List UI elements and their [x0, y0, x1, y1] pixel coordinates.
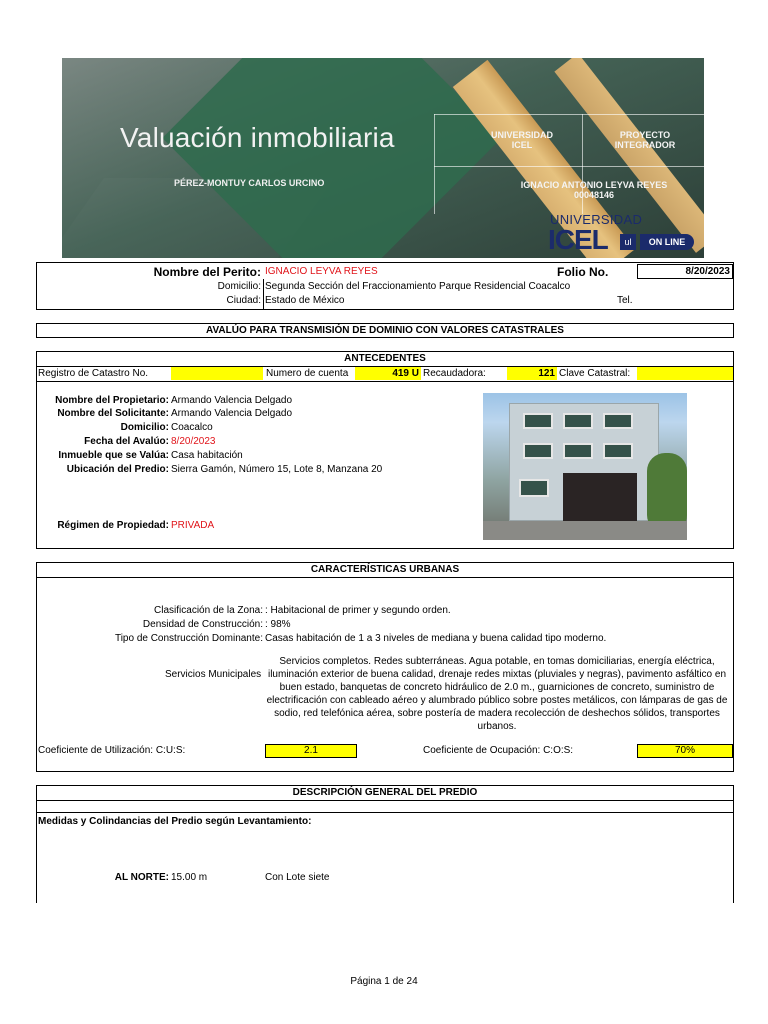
folio-label: Folio No. [557, 265, 609, 279]
student-id: 00048146 [573, 190, 615, 200]
page-number: Página 1 de 24 [350, 976, 418, 987]
medidas-label: Medidas y Colindancias del Predio según Levantamiento: [38, 816, 312, 827]
window [603, 413, 633, 429]
ciudad-value: Estado de México [265, 295, 345, 306]
avaluo-title: AVALÚO PARA TRANSMISIÓN DE DOMINIO CON VALORES CATASTRALES [206, 325, 564, 336]
divider [37, 381, 733, 382]
divider [37, 800, 733, 801]
cus-field [265, 744, 357, 758]
recaudadora-value: 121 [538, 368, 555, 379]
avaluo-title-box [36, 323, 734, 338]
fecha-label: Fecha del Avalúo: [84, 436, 169, 447]
norte-colindancia: Con Lote siete [265, 872, 330, 883]
banner-title: Valuación inmobiliaria [120, 122, 395, 153]
domicilio-value: Segunda Sección del Fraccionamiento Parque Residencial Coacalco [265, 281, 571, 292]
cus-value: 2.1 [304, 745, 318, 756]
recaudadora-label: Recaudadora: [423, 368, 486, 379]
garage-door [563, 473, 637, 525]
logo-ul-badge: ul [620, 234, 636, 250]
cuenta-value: 419 U [392, 368, 419, 379]
servicios-label: Servicios Municipales [165, 669, 262, 680]
antecedentes-title: ANTECEDENTES [344, 353, 426, 364]
banner-student [494, 180, 694, 200]
urbanas-title: CARACTERÍSTICAS URBANAS [310, 564, 460, 575]
solicitante-label: Nombre del Solicitante: [57, 408, 169, 419]
fecha-value: 8/20/2023 [171, 436, 216, 447]
inmueble-label: Inmueble que se Valúa: [58, 450, 169, 461]
banner-divider [434, 166, 704, 167]
propietario-label: Nombre del Propietario: [55, 395, 169, 406]
banner-university: UNIVERSIDAD ICEL [490, 130, 553, 150]
tel-label: Tel. [617, 295, 633, 306]
logo-icel-text: ICEL [548, 224, 608, 255]
tipo-value: Casas habitación de 1 a 3 niveles de mediana y buena calidad tipo moderno. [265, 633, 607, 644]
banner-divider [434, 114, 435, 214]
window [523, 443, 553, 459]
densidad-value: : 98% [265, 619, 291, 630]
cos-value: 70% [674, 745, 695, 756]
banner-author: PÉREZ-MONTUY CARLOS URCINO [174, 178, 325, 188]
registro-field [171, 367, 263, 380]
regimen-value: PRIVADA [171, 520, 215, 531]
registro-label: Registro de Catastro No. [38, 368, 149, 379]
perito-label: Nombre del Perito: [153, 265, 261, 279]
domicilio-label: Domicilio: [120, 422, 169, 433]
cuenta-label: Numero de cuenta [266, 368, 349, 379]
perito-value: IGNACIO LEYVA REYES [265, 266, 378, 277]
banner-project: PROYECTO INTEGRADOR [614, 130, 676, 150]
logo-university-text: UNIVERSIDAD [550, 212, 643, 227]
norte-label: AL NORTE: [114, 872, 169, 883]
logo-online-badge: ON LINE [640, 234, 694, 250]
window [523, 413, 553, 429]
window [519, 479, 549, 497]
solicitante-value: Armando Valencia Delgado [171, 408, 293, 419]
densidad-label: Densidad de Construcción: [142, 619, 263, 630]
cuenta-field [355, 367, 421, 380]
clasificacion-label: Clasificación de la Zona: [154, 605, 263, 616]
clasificacion-value: : Habitacional de primer y segundo orden. [265, 605, 451, 616]
window [563, 413, 593, 429]
column-divider [263, 279, 264, 309]
window [563, 443, 593, 459]
perito-section [36, 262, 734, 310]
student-name: IGNACIO ANTONIO LEYVA REYES [520, 180, 668, 190]
domicilio-value: Coacalco [171, 422, 213, 433]
property-photo [483, 393, 687, 540]
domicilio-label: Domicilio: [217, 281, 261, 292]
folio-box [637, 264, 733, 279]
ubicacion-value: Sierra Gamón, Número 15, Lote 8, Manzana 20 [171, 464, 383, 475]
folio-value: 8/20/2023 [685, 266, 730, 277]
tipo-label: Tipo de Construcción Dominante: [114, 633, 263, 644]
propietario-value: Armando Valencia Delgado [171, 395, 293, 406]
divider [37, 812, 733, 813]
clave-field [637, 367, 733, 380]
sidewalk [483, 521, 687, 540]
cus-label: Coeficiente de Utilización: C:U:S: [38, 745, 186, 756]
cos-field [637, 744, 733, 758]
cos-label: Coeficiente de Ocupación: C:O:S: [423, 745, 574, 756]
ciudad-label: Ciudad: [226, 295, 261, 306]
servicios-value: Servicios completos. Redes subterráneas. Agua potable, en tomas domiciliarias, energía eléctrica, iluminación exterior de buena calidad, drenaje redes mixtas (pluviales y negras), pavimento asfáltico en buen estado, banquetas de concreto hidráulico de 2.0 m., guarniciones de concreto, suministro de electrificación con cableado aéreo y alumbrado público sobre postes metálicos, con lámparas de gas de sodio, red telefónica aérea, sobre postería de madera recolección de deshechos sólidos, transportes urbanos. [266, 656, 728, 732]
window [603, 443, 633, 459]
predio-title: DESCRIPCIÓN GENERAL DEL PREDIO [292, 787, 478, 798]
clave-label: Clave Catastral: [559, 368, 631, 379]
predio-section [36, 785, 734, 903]
header-banner [62, 58, 704, 258]
regimen-label: Régimen de Propiedad: [57, 520, 169, 531]
ubicacion-label: Ubicación del Predio: [66, 464, 169, 475]
icel-logo [548, 212, 702, 256]
divider [37, 577, 733, 578]
norte-value: 15.00 m [171, 872, 208, 883]
inmueble-value: Casa habitación [171, 450, 243, 461]
recaudadora-field [507, 367, 557, 380]
